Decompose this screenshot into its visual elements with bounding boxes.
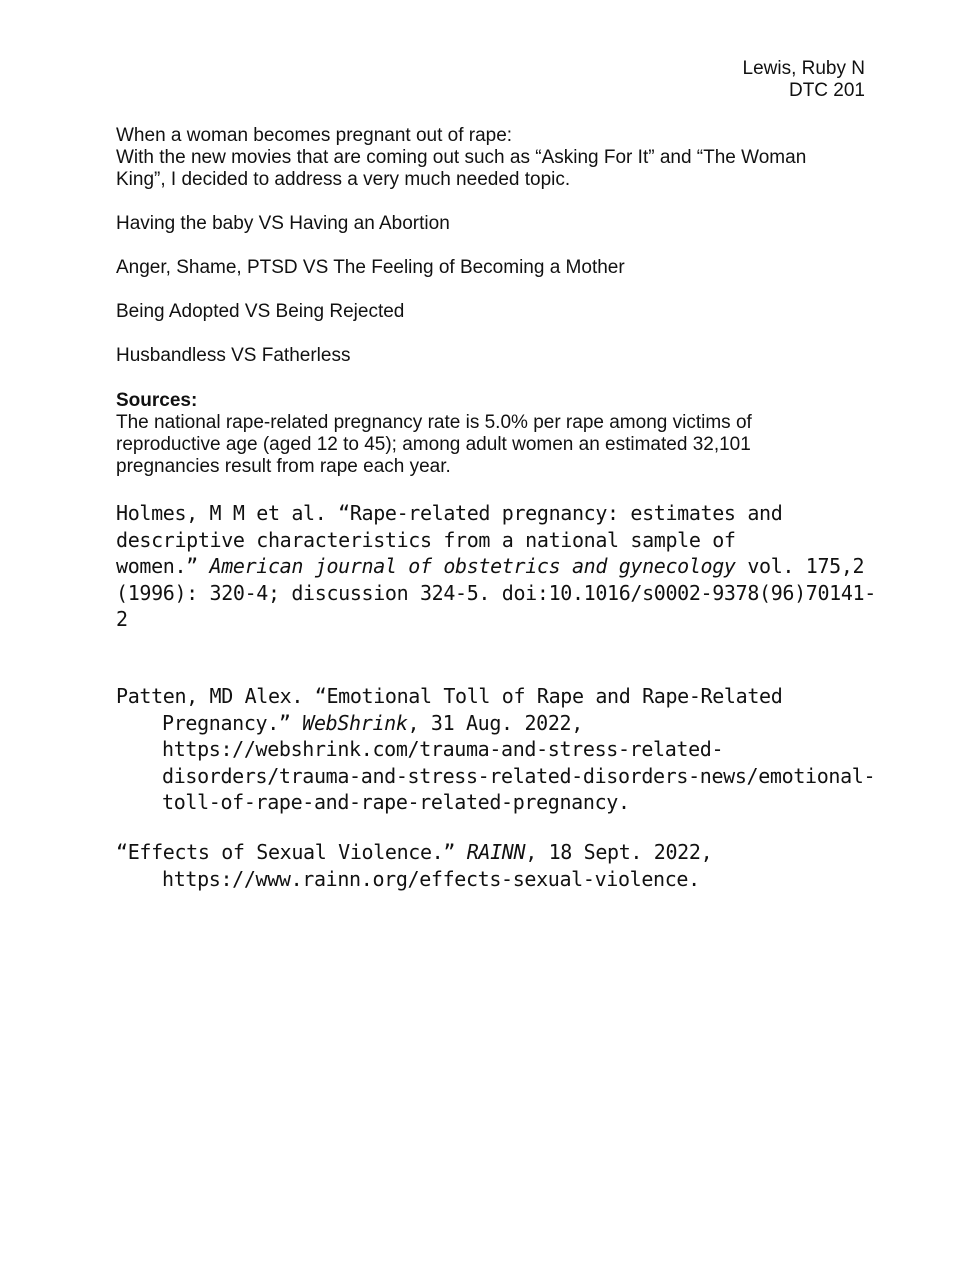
citation-patten-url-line-2: disorders/trauma-and-stress-related-disorders-news/emotional-	[162, 763, 876, 788]
author-name: Lewis, Ruby N	[742, 58, 865, 79]
topic-1: Having the baby VS Having an Abortion	[116, 213, 450, 234]
citation-holmes-prefix: women.”	[116, 554, 210, 578]
citation-patten-line-2	[116, 710, 876, 737]
sources-section	[116, 390, 836, 478]
citation-rainn-date: , 18 Sept. 2022,	[525, 840, 713, 864]
citation-rainn-line-1	[116, 839, 876, 866]
sources-heading: Sources:	[116, 390, 198, 411]
citation-patten-date: , 31 Aug. 2022,	[407, 710, 583, 735]
topic-4: Husbandless VS Fatherless	[116, 345, 351, 366]
citation-rainn-url: https://www.rainn.org/effects-sexual-violence.	[162, 866, 700, 891]
citation-patten-line-1: Patten, MD Alex. “Emotional Toll of Rape and Rape-Related	[116, 684, 783, 708]
citation-holmes-line-1: Holmes, M M et al. “Rape-related pregnancy: estimates and	[116, 501, 783, 525]
citation-holmes-line-5: 2	[116, 607, 128, 631]
citation-patten-url-line-3: toll-of-rape-and-rape-related-pregnancy.	[162, 790, 630, 814]
citation-holmes-volume: vol. 175,2	[735, 554, 865, 578]
citation-patten-url-line-1: https://webshrink.com/trauma-and-stress-related-	[162, 737, 724, 761]
citation-holmes-journal: American journal of obstetrics and gynecology	[209, 554, 736, 578]
citation-holmes-line-3	[116, 553, 876, 580]
intro-line-2: With the new movies that are coming out such as “Asking For It” and “The Woman	[116, 147, 807, 168]
citation-holmes	[116, 500, 876, 633]
citation-patten-prefix: Pregnancy.”	[162, 710, 303, 735]
citation-rainn-site: RAINN	[466, 840, 526, 864]
sources-summary-line-2: reproductive age (aged 12 to 45); among adult women an estimated 32,101	[116, 434, 751, 455]
topic-3: Being Adopted VS Being Rejected	[116, 301, 405, 322]
citation-rainn	[116, 839, 876, 892]
citation-patten-site: WebShrink	[302, 710, 408, 735]
intro-line-3: King”, I decided to address a very much needed topic.	[116, 169, 571, 190]
author-header	[743, 58, 866, 102]
citation-rainn-title: “Effects of Sexual Violence.”	[116, 840, 467, 864]
sources-summary-line-1: The national rape-related pregnancy rate is 5.0% per rape among victims of	[116, 412, 752, 433]
topic-2: Anger, Shame, PTSD VS The Feeling of Becoming a Mother	[116, 257, 625, 278]
intro-paragraph	[116, 125, 836, 191]
citation-holmes-line-2: descriptive characteristics from a national sample of	[116, 527, 736, 552]
intro-line-1: When a woman becomes pregnant out of rape:	[116, 125, 513, 146]
citation-holmes-line-4: (1996): 320-4; discussion 324-5. doi:10.1016/s0002-9378(96)70141-	[116, 580, 876, 605]
course-code: DTC 201	[788, 80, 865, 101]
citation-patten	[116, 683, 876, 816]
sources-summary-line-3: pregnancies result from rape each year.	[116, 456, 451, 477]
